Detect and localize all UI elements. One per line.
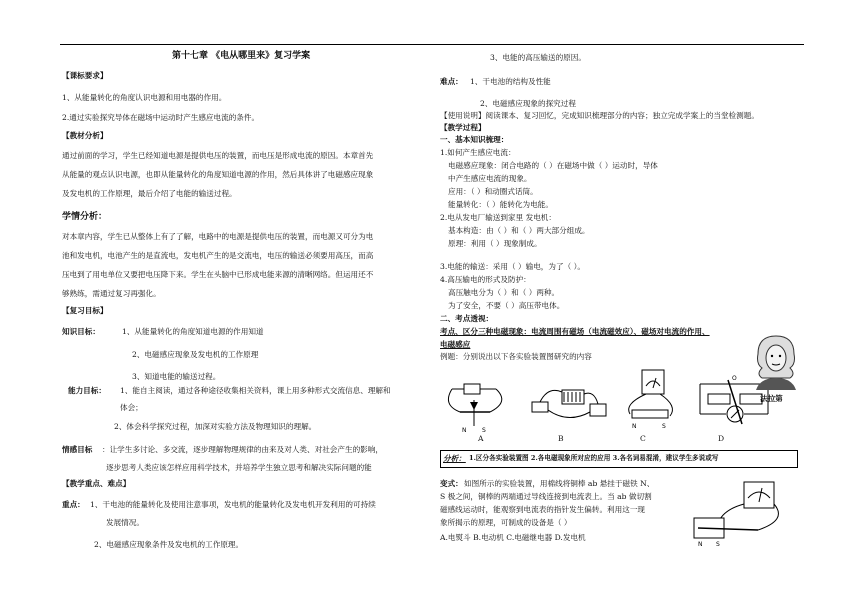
question-line: 应用：（ ）和动圈式话筒。 — [448, 187, 538, 196]
text-line: 2、电磁感应现象的探究过程 — [480, 99, 576, 108]
text-line: 逐步思考人类应该怎样应用科学技术，并培养学生独立思考和解决实际问题的能 — [106, 463, 372, 472]
svg-text:N: N — [632, 423, 637, 430]
text-line: 如图所示的实验装置，用棉线将铜棒 ab 悬挂于磁铁 N、 — [464, 479, 655, 488]
text-line: 1、从能量转化的角度知道电源的作用知道 — [122, 327, 264, 336]
text-line: 1、能自主阅读，通过各种途径收集相关资料，课上用多种形式交流信息、理解和 — [120, 386, 391, 395]
faraday-portrait-image — [750, 334, 802, 390]
section-heading: 二、考点透视： — [440, 314, 494, 323]
svg-text:O: O — [732, 375, 737, 382]
text-line: 体会； — [120, 403, 143, 412]
question-line: 中产生感应电流的现象。 — [448, 174, 532, 183]
experiment-b-figure — [528, 380, 612, 438]
label: 重点： — [62, 500, 85, 509]
question: 1.如何产生感应电流： — [440, 148, 516, 157]
top-rule — [60, 44, 804, 45]
label: 能力目标： — [68, 386, 106, 395]
label: 难点： — [440, 77, 463, 86]
question-line: 高压触电分为（ ）和（ ）两种。 — [448, 288, 560, 297]
figure-label-a: A — [478, 434, 484, 443]
text-line: 压电到了用电单位又要把电压降下来。学生在头脑中已形成电能来源的清晰网络。但运用还不 — [62, 270, 374, 279]
question-line: 电磁感应现象：闭合电路的（ ）在磁场中做（ ）运动时，导体 — [448, 161, 658, 170]
svg-text:N: N — [698, 541, 703, 548]
label: 知识目标： — [62, 327, 100, 336]
section-heading: 【教学过程】 — [440, 123, 486, 132]
portrait-caption: 法拉第 — [760, 394, 783, 403]
text-line: 从能量的观点认识电源，也即从能量转化的角度知道电源的作用，然后具体讲了电磁感应现象 — [62, 170, 374, 179]
text-line: 对本章内容，学生已从整体上有了了解，电路中的电源是提供电压的装置，而电源又可分为电 — [62, 232, 374, 241]
variant-experiment-figure — [688, 480, 798, 550]
figure-label-b: B — [558, 434, 564, 443]
text-line: 通过前面的学习，学生已经知道电源是提供电压的装置，而电压是形成电流的原因。本章首先 — [62, 151, 374, 160]
analysis-label: 分析： — [443, 454, 466, 463]
text-line: 磁感线运动时，能观察到电流表的指针发生偏转。利用这一现 — [440, 505, 646, 514]
label: 情感目标 — [62, 445, 93, 454]
section-heading: 【复习目标】 — [62, 306, 108, 315]
text-line: S 极之间，铜棒的两端通过导线连接到电流表上。当 ab 做切割 — [440, 492, 652, 501]
text-line: 2.通过实验探究导体在磁场中运动时产生感应电流的条件。 — [62, 113, 260, 122]
svg-text:N: N — [462, 427, 467, 434]
question: 4.高压输电的形式及防护： — [440, 275, 531, 284]
key-point: 电磁感应 — [440, 340, 471, 349]
svg-text:S: S — [482, 427, 486, 434]
svg-text:S: S — [662, 423, 666, 430]
key-point: 考点、区分三种电磁现象：电流周围有磁场（电流磁效应）、磁场对电流的作用、 — [440, 327, 710, 336]
question-line: 基本构造：由（ ）和（ ）两大部分组成。 — [448, 226, 590, 235]
section-heading: 【课标要求】 — [62, 71, 108, 80]
usage-note: 【使用说明】阅读课本、复习回忆，完成知识梳理部分的内容；独立完成学案上的当堂检测题。 — [440, 111, 759, 120]
text-line: 2、体会科学探究过程，加深对实验方法及物理知识的理解。 — [114, 422, 317, 431]
text-line: 2、电磁感应现象及发电机的工作原理 — [132, 350, 259, 359]
page-title: 第十七章 《电从哪里来》复习学案 — [172, 51, 311, 61]
section-heading: 一、基本知识梳理： — [440, 135, 509, 144]
svg-text:S: S — [716, 541, 720, 548]
analysis-text: 1.区分各实验装置图 2.各电磁现象所对应的应用 3.各名词易混淆，建议学生多说或写 — [469, 454, 719, 462]
example-line: 例题：分别说出以下各实验装置图研究的内容 — [440, 352, 592, 361]
text-line: 1、干电池的能量转化及使用注意事项，发电机的能量转化及发电机开发利用的可持续 — [90, 500, 376, 509]
question-line: 原理：利用（ ）现象制成。 — [448, 239, 542, 248]
figure-label-c: C — [640, 434, 646, 443]
question-line: 为了安全，不要（ ）高压带电体。 — [448, 301, 565, 310]
text-line: 1、从能量转化的角度认识电源和用电器的作用。 — [62, 93, 227, 102]
text-line: 及发电机的工作原理，最后介绍了电能的输送过程。 — [62, 189, 237, 198]
text-line: ：让学生多讨论、多交流，逐步理解物理规律的由来及对人类、对社会产生的影响， — [102, 445, 383, 454]
analysis-box — [440, 450, 798, 468]
section-heading: 【教学重点、难点】 — [62, 479, 131, 488]
question-line: 能量转化：（ ）能转化为电能。 — [448, 200, 553, 209]
experiment-a-figure — [440, 380, 526, 438]
section-heading: 学情分析： — [62, 212, 108, 222]
label: 变式： — [440, 479, 463, 488]
section-heading: 【教材分析】 — [62, 131, 108, 140]
text-line: 池和发电机，电池产生的是直流电，发电机产生的是交流电，电压的输送必须要用高压，而高 — [62, 251, 374, 260]
text-line: 发展情况。 — [106, 518, 144, 527]
text-line: 3、电能的高压输送的原因。 — [490, 53, 586, 62]
text-line: 3、知道电能的输送过程。 — [132, 372, 221, 381]
text-line: 2、电磁感应现象条件及发电机的工作原理。 — [94, 540, 244, 549]
answer-options: A.电熨斗 B.电动机 C.电磁继电器 D.发电机 — [440, 533, 586, 542]
experiment-c-figure — [620, 368, 690, 436]
text-line: 够熟练，需通过复习再强化。 — [62, 289, 161, 298]
text-line: 象所揭示的原理，可制成的设备是（ ） — [440, 518, 572, 527]
figure-label-d: D — [718, 434, 725, 443]
text-line: 1、干电池的结构及性能 — [470, 77, 551, 86]
question: 3.电能的输送：采用（ ）输电，为了（ ）。 — [440, 262, 585, 271]
question: 2.电从发电厂输送到家里 发电机： — [440, 213, 556, 222]
